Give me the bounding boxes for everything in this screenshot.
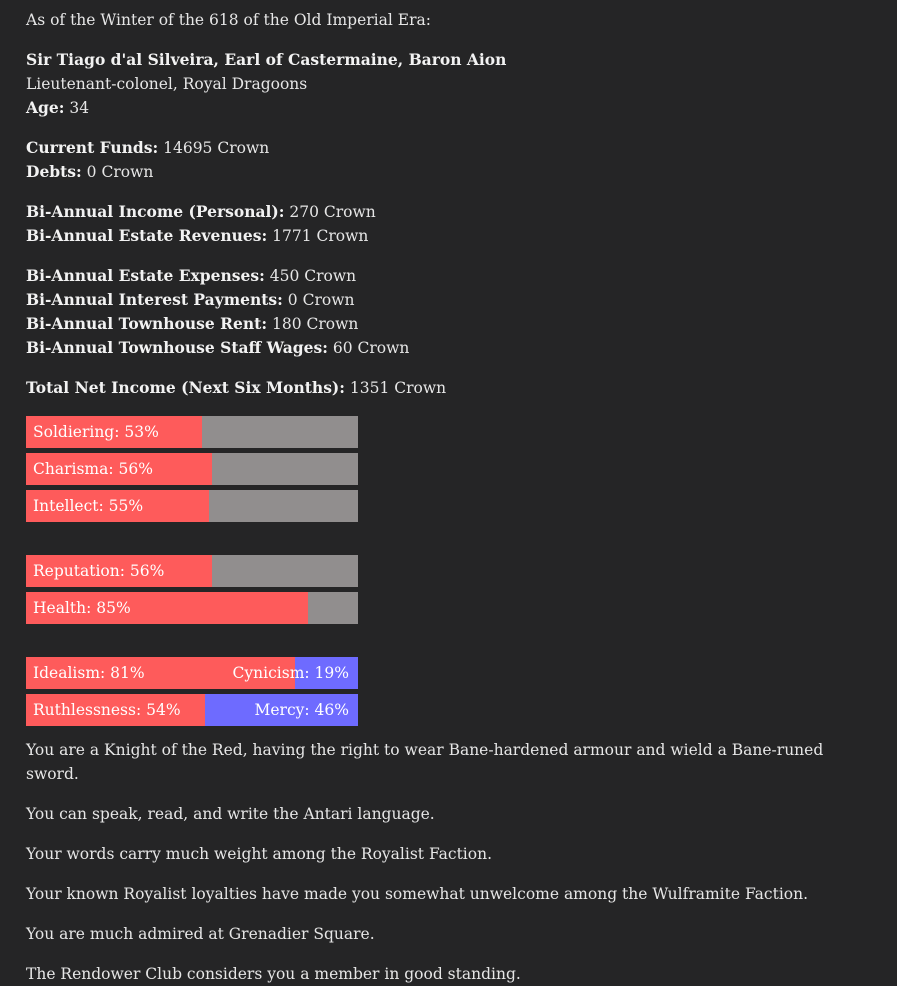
interest-label: Bi-Annual Interest Payments: <box>26 290 283 309</box>
funds-label: Current Funds: <box>26 138 159 157</box>
estate-revenues-label: Bi-Annual Estate Revenues: <box>26 226 268 245</box>
trait-left-label: Idealism: 81% <box>33 664 145 682</box>
age-value: 34 <box>64 99 90 117</box>
message: You are much admired at Grenadier Square. <box>26 925 375 943</box>
estate-expenses-value: 450 Crown <box>264 267 357 285</box>
status-bars <box>26 555 871 624</box>
wages-label: Bi-Annual Townhouse Staff Wages: <box>26 338 328 357</box>
interest-value: 0 Crown <box>282 291 355 309</box>
message: Your words carry much weight among the Royalist Faction. <box>26 845 492 863</box>
trait-right-label: Cynicism: 19% <box>232 664 349 682</box>
age-label: Age: <box>26 98 65 117</box>
skill-bars <box>26 416 871 522</box>
debts-value: 0 Crown <box>81 163 154 181</box>
status-bar-reputation <box>26 555 358 587</box>
status-bar-health <box>26 592 358 624</box>
status-label: Health: 85% <box>33 599 131 617</box>
income-personal-label: Bi-Annual Income (Personal): <box>26 202 285 221</box>
skill-bar-charisma <box>26 453 358 485</box>
debts-label: Debts: <box>26 162 82 181</box>
skill-bar-intellect <box>26 490 358 522</box>
skill-label: Charisma: 56% <box>33 460 153 478</box>
income-personal-value: 270 Crown <box>284 203 376 221</box>
trait-bar-idealism-cynicism <box>26 657 358 689</box>
wages-value: 60 Crown <box>327 339 410 357</box>
skill-bar-soldiering <box>26 416 358 448</box>
message: The Rendower Club considers you a member in good standing. <box>26 965 521 983</box>
trait-right-label: Mercy: 46% <box>254 701 349 719</box>
message: You are a Knight of the Red, having the right to wear Bane-hardened armour and wield a Bane-runed sword. <box>26 741 824 783</box>
status-label: Reputation: 56% <box>33 562 165 580</box>
estate-expenses-label: Bi-Annual Estate Expenses: <box>26 266 265 285</box>
trait-bar-ruthlessness-mercy <box>26 694 358 726</box>
trait-bars <box>26 657 871 726</box>
net-income-label: Total Net Income (Next Six Months): <box>26 378 345 397</box>
character-rank: Lieutenant-colonel, Royal Dragoons <box>26 75 308 93</box>
skill-label: Soldiering: 53% <box>33 423 159 441</box>
character-name: Sir Tiago d'al Silveira, Earl of Castermaine, Baron Aion <box>26 50 507 69</box>
rent-value: 180 Crown <box>267 315 359 333</box>
trait-left-label: Ruthlessness: 54% <box>33 701 181 719</box>
status-messages <box>26 738 871 986</box>
funds-value: 14695 Crown <box>158 139 270 157</box>
message: Your known Royalist loyalties have made you somewhat unwelcome among the Wulframite Faction. <box>26 885 809 903</box>
net-income-value: 1351 Crown <box>344 379 447 397</box>
rent-label: Bi-Annual Townhouse Rent: <box>26 314 268 333</box>
message: You can speak, read, and write the Antari language. <box>26 805 435 823</box>
skill-label: Intellect: 55% <box>33 497 144 515</box>
era-line: As of the Winter of the 618 of the Old Imperial Era: <box>26 11 431 29</box>
estate-revenues-value: 1771 Crown <box>267 227 369 245</box>
